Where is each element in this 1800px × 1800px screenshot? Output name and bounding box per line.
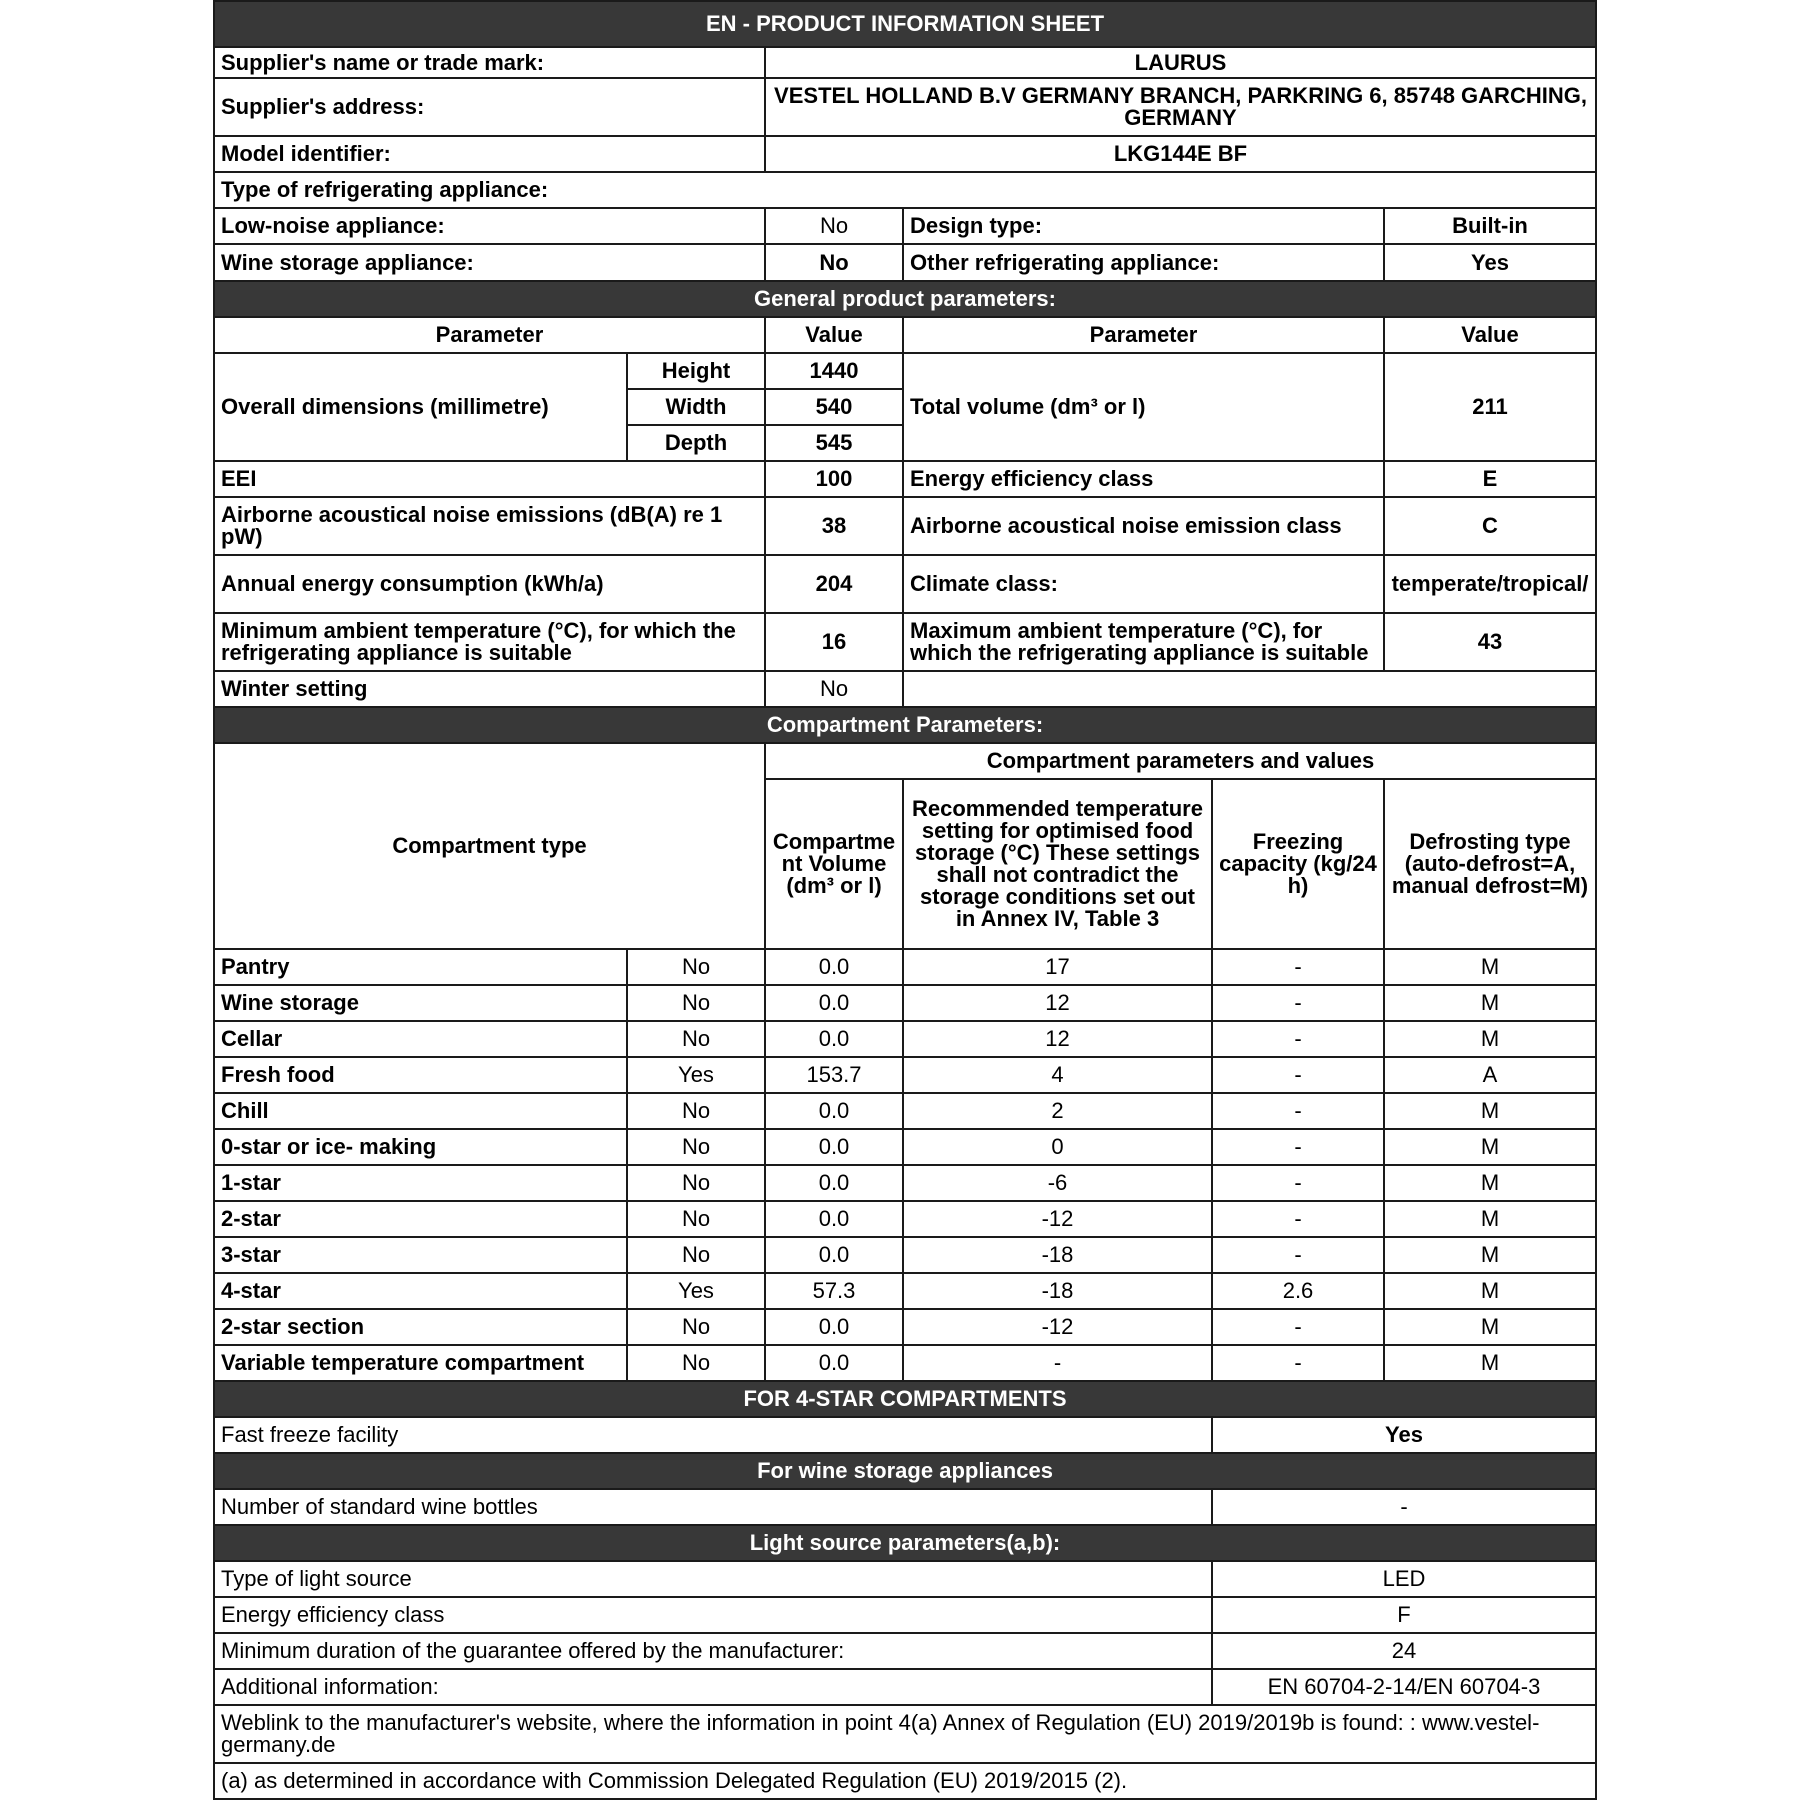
compartment-present: No [627, 1345, 765, 1381]
compartment-volume: 0.0 [765, 985, 903, 1021]
model-identifier-value: LKG144E BF [765, 136, 1596, 172]
sheet-title: EN - PRODUCT INFORMATION SHEET [214, 1, 1596, 47]
winter-setting-value: No [765, 671, 903, 707]
compartment-row [214, 1165, 1596, 1201]
compartment-name: Pantry [214, 949, 627, 985]
low-noise-label: Low-noise appliance: [214, 208, 765, 244]
compartment-type-header: Compartment type [214, 743, 765, 949]
compartment-present: No [627, 985, 765, 1021]
height-label: Height [627, 353, 765, 389]
light-type-value: LED [1212, 1561, 1596, 1597]
wine-storage-value: No [765, 244, 903, 281]
compartment-temp: 12 [903, 985, 1212, 1021]
compartment-present: Yes [627, 1057, 765, 1093]
wine-bottles-value: - [1212, 1489, 1596, 1525]
compartment-defrost: M [1384, 1093, 1596, 1129]
depth-label: Depth [627, 425, 765, 461]
recommended-temp-header: Recommended temperature setting for optimised food storage (°C) These settings shall not contradict the storage conditions set out in Annex IV, Table 3 [903, 779, 1212, 949]
compartment-temp: - [903, 1345, 1212, 1381]
compartment-row [214, 1057, 1596, 1093]
light-energy-class-value: F [1212, 1597, 1596, 1633]
compartment-parameters-header: Compartment Parameters: [214, 707, 1596, 743]
compartment-present: Yes [627, 1273, 765, 1309]
noise-emissions-value: 38 [765, 497, 903, 555]
compartment-temp: -18 [903, 1237, 1212, 1273]
compartment-volume: 57.3 [765, 1273, 903, 1309]
width-value: 540 [765, 389, 903, 425]
general-parameters-header: General product parameters: [214, 281, 1596, 317]
compartment-volume: 0.0 [765, 949, 903, 985]
parameter-column-header: Parameter [214, 317, 765, 353]
compartment-freezing: - [1212, 1057, 1384, 1093]
compartment-defrost: M [1384, 1345, 1596, 1381]
compartment-rows [214, 949, 1596, 1381]
compartment-present: No [627, 1237, 765, 1273]
supplier-name-value: LAURUS [765, 47, 1596, 78]
compartment-freezing: - [1212, 1345, 1384, 1381]
compartment-temp: 2 [903, 1093, 1212, 1129]
winter-setting-label: Winter setting [214, 671, 765, 707]
noise-class-label: Airborne acoustical noise emission class [903, 497, 1384, 555]
wine-storage-header: For wine storage appliances [214, 1453, 1596, 1489]
compartment-temp: -18 [903, 1273, 1212, 1309]
width-label: Width [627, 389, 765, 425]
compartment-name: Cellar [214, 1021, 627, 1057]
compartment-row [214, 985, 1596, 1021]
guarantee-label: Minimum duration of the guarantee offered by the manufacturer: [214, 1633, 1212, 1669]
compartment-row [214, 1021, 1596, 1057]
compartment-freezing: - [1212, 1021, 1384, 1057]
compartment-present: No [627, 1165, 765, 1201]
value-column-header: Value [765, 317, 903, 353]
fast-freeze-label: Fast freeze facility [214, 1417, 1212, 1453]
compartment-freezing: - [1212, 1129, 1384, 1165]
product-information-sheet [213, 0, 1597, 1800]
compartment-name: 2-star [214, 1201, 627, 1237]
design-type-value: Built-in [1384, 208, 1596, 244]
climate-class-label: Climate class: [903, 555, 1384, 613]
compartment-temp: 4 [903, 1057, 1212, 1093]
defrosting-type-header: Defrosting type (auto-defrost=A, manual defrost=M) [1384, 779, 1596, 949]
compartment-name: 0-star or ice- making [214, 1129, 627, 1165]
compartment-volume: 0.0 [765, 1201, 903, 1237]
compartment-name: 3-star [214, 1237, 627, 1273]
compartment-volume: 0.0 [765, 1309, 903, 1345]
supplier-name-label: Supplier's name or trade mark: [214, 47, 765, 78]
annual-energy-label: Annual energy consumption (kWh/a) [214, 555, 765, 613]
annual-energy-value: 204 [765, 555, 903, 613]
compartment-row [214, 1345, 1596, 1381]
compartment-volume: 0.0 [765, 1345, 903, 1381]
value-column-header-right: Value [1384, 317, 1596, 353]
height-value: 1440 [765, 353, 903, 389]
overall-dimensions-label: Overall dimensions (millimetre) [214, 353, 627, 461]
compartment-volume: 0.0 [765, 1237, 903, 1273]
compartment-defrost: M [1384, 1021, 1596, 1057]
max-ambient-temp-value: 43 [1384, 613, 1596, 671]
compartment-row [214, 1309, 1596, 1345]
additional-info-label: Additional information: [214, 1669, 1212, 1705]
compartment-defrost: M [1384, 985, 1596, 1021]
compartment-row [214, 1201, 1596, 1237]
low-noise-value: No [765, 208, 903, 244]
compartment-present: No [627, 949, 765, 985]
energy-class-label: Energy efficiency class [903, 461, 1384, 497]
compartment-volume: 0.0 [765, 1165, 903, 1201]
other-appliance-label: Other refrigerating appliance: [903, 244, 1384, 281]
compartment-row [214, 1237, 1596, 1273]
compartment-temp: -12 [903, 1201, 1212, 1237]
footnote-a: (a) as determined in accordance with Commission Delegated Regulation (EU) 2019/2015 (2). [214, 1763, 1596, 1799]
compartment-name: Chill [214, 1093, 627, 1129]
supplier-address-label: Supplier's address: [214, 78, 765, 136]
climate-class-value: temperate/tropical/ [1384, 555, 1596, 613]
compartment-defrost: M [1384, 1165, 1596, 1201]
compartment-name: 4-star [214, 1273, 627, 1309]
compartment-freezing: 2.6 [1212, 1273, 1384, 1309]
compartment-temp: -6 [903, 1165, 1212, 1201]
compartment-present: No [627, 1021, 765, 1057]
total-volume-value: 211 [1384, 353, 1596, 461]
compartment-defrost: M [1384, 1201, 1596, 1237]
parameter-column-header-right: Parameter [903, 317, 1384, 353]
compartment-name: 2-star section [214, 1309, 627, 1345]
other-appliance-value: Yes [1384, 244, 1596, 281]
additional-info-value: EN 60704-2-14/EN 60704-3 [1212, 1669, 1596, 1705]
compartment-defrost: M [1384, 1237, 1596, 1273]
freezing-capacity-header: Freezing capacity (kg/24 h) [1212, 779, 1384, 949]
compartment-defrost: M [1384, 1309, 1596, 1345]
compartment-freezing: - [1212, 1237, 1384, 1273]
noise-class-value: C [1384, 497, 1596, 555]
wine-bottles-label: Number of standard wine bottles [214, 1489, 1212, 1525]
compartment-temp: 12 [903, 1021, 1212, 1057]
min-ambient-temp-label: Minimum ambient temperature (°C), for which the refrigerating appliance is suitable [214, 613, 765, 671]
compartment-row [214, 1093, 1596, 1129]
compartment-volume: 0.0 [765, 1093, 903, 1129]
compartment-defrost: M [1384, 949, 1596, 985]
compartment-freezing: - [1212, 985, 1384, 1021]
eei-value: 100 [765, 461, 903, 497]
max-ambient-temp-label: Maximum ambient temperature (°C), for which the refrigerating appliance is suitable [903, 613, 1384, 671]
compartment-name: Variable temperature compartment [214, 1345, 627, 1381]
design-type-label: Design type: [903, 208, 1384, 244]
depth-value: 545 [765, 425, 903, 461]
compartment-row [214, 949, 1596, 985]
compartment-freezing: - [1212, 1309, 1384, 1345]
light-source-header: Light source parameters(a,b): [214, 1525, 1596, 1561]
compartment-volume: 0.0 [765, 1021, 903, 1057]
energy-class-value: E [1384, 461, 1596, 497]
guarantee-value: 24 [1212, 1633, 1596, 1669]
total-volume-label: Total volume (dm³ or l) [903, 353, 1384, 461]
fast-freeze-value: Yes [1212, 1417, 1596, 1453]
four-star-header: FOR 4-STAR COMPARTMENTS [214, 1381, 1596, 1417]
appliance-type-label: Type of refrigerating appliance: [214, 172, 1596, 208]
min-ambient-temp-value: 16 [765, 613, 903, 671]
compartment-temp: 17 [903, 949, 1212, 985]
compartment-name: Wine storage [214, 985, 627, 1021]
compartment-volume-header: Compartment Volume (dm³ or l) [765, 779, 903, 949]
compartment-freezing: - [1212, 1093, 1384, 1129]
empty-cell [903, 671, 1596, 707]
compartment-row [214, 1129, 1596, 1165]
compartment-defrost: M [1384, 1273, 1596, 1309]
compartment-volume: 153.7 [765, 1057, 903, 1093]
weblink-text: Weblink to the manufacturer's website, where the information in point 4(a) Annex of Regulation (EU) 2019/2019b is found: : www.vestel-germany.de [214, 1705, 1596, 1763]
compartment-temp: 0 [903, 1129, 1212, 1165]
light-energy-class-label: Energy efficiency class [214, 1597, 1212, 1633]
compartment-present: No [627, 1201, 765, 1237]
light-type-label: Type of light source [214, 1561, 1212, 1597]
wine-storage-label: Wine storage appliance: [214, 244, 765, 281]
supplier-address-value: VESTEL HOLLAND B.V GERMANY BRANCH, PARKRING 6, 85748 GARCHING, GERMANY [765, 78, 1596, 136]
compartment-name: Fresh food [214, 1057, 627, 1093]
compartment-freezing: - [1212, 949, 1384, 985]
compartment-freezing: - [1212, 1201, 1384, 1237]
compartment-freezing: - [1212, 1165, 1384, 1201]
compartment-present: No [627, 1093, 765, 1129]
noise-emissions-label: Airborne acoustical noise emissions (dB(A) re 1 pW) [214, 497, 765, 555]
compartment-temp: -12 [903, 1309, 1212, 1345]
compartment-values-header: Compartment parameters and values [765, 743, 1596, 779]
compartment-row [214, 1273, 1596, 1309]
compartment-name: 1-star [214, 1165, 627, 1201]
compartment-volume: 0.0 [765, 1129, 903, 1165]
eei-label: EEI [214, 461, 765, 497]
compartment-defrost: M [1384, 1129, 1596, 1165]
model-identifier-label: Model identifier: [214, 136, 765, 172]
compartment-present: No [627, 1309, 765, 1345]
compartment-present: No [627, 1129, 765, 1165]
compartment-defrost: A [1384, 1057, 1596, 1093]
